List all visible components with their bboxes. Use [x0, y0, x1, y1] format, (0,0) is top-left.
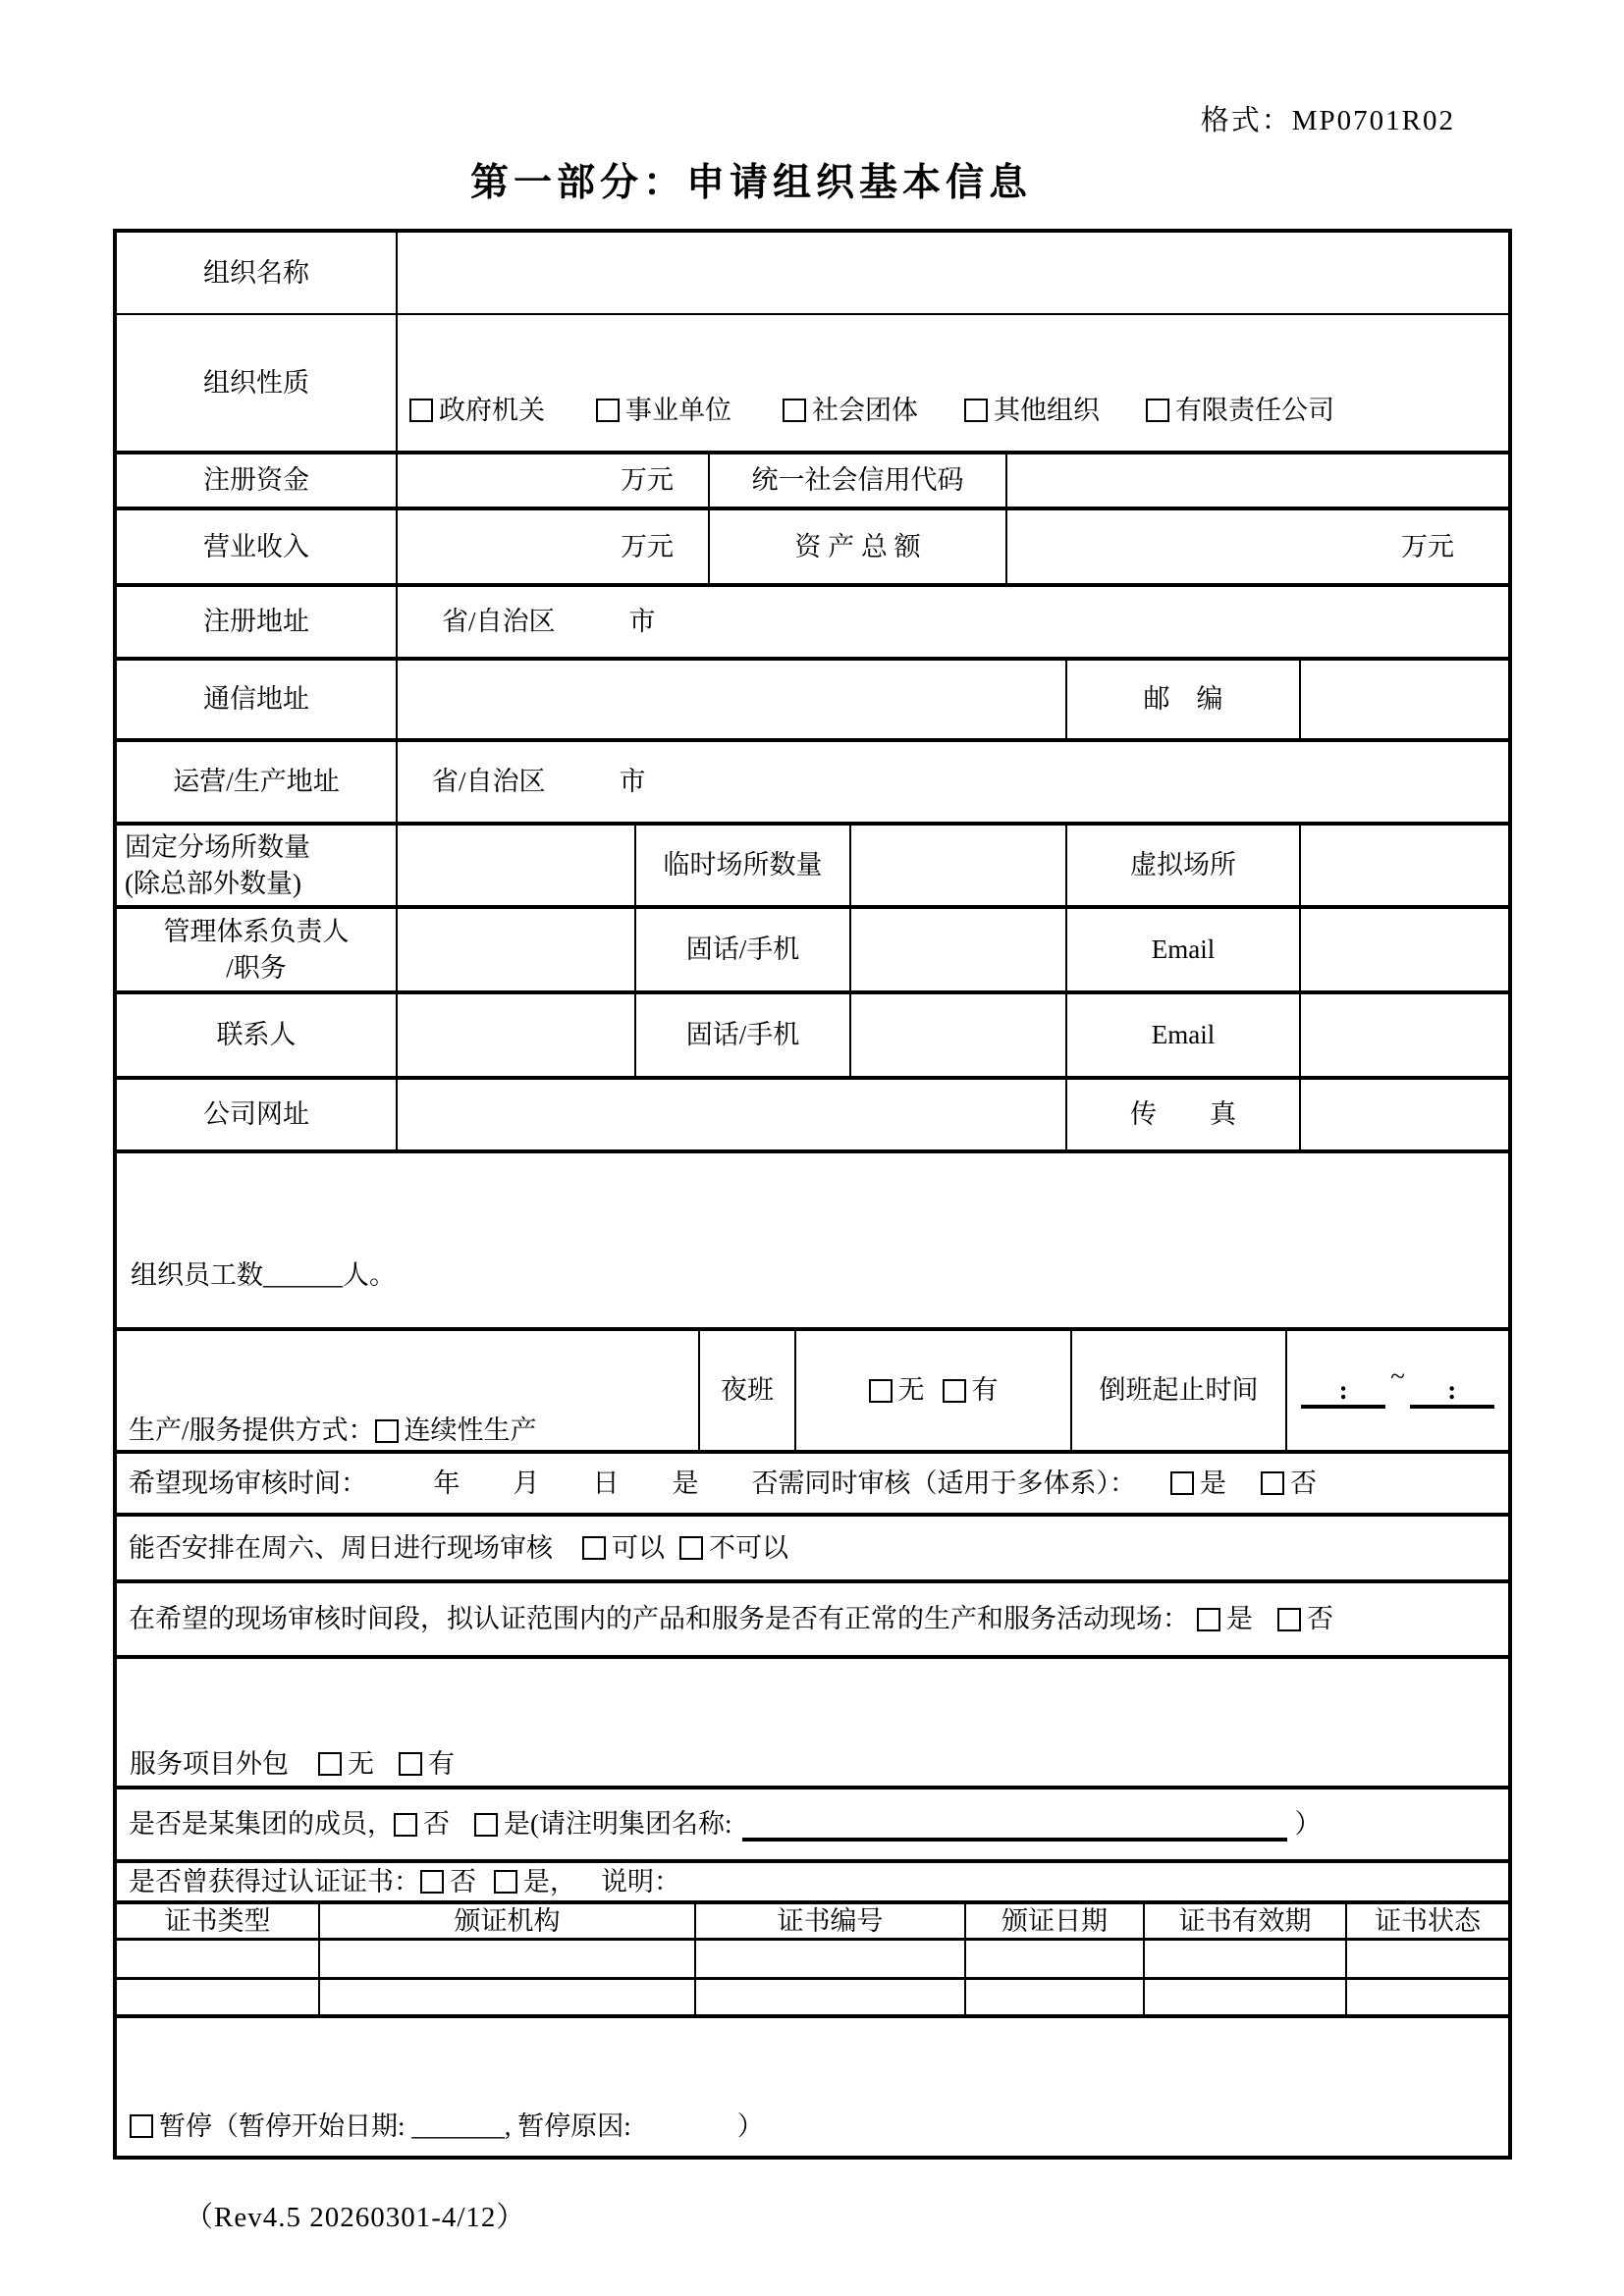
- activity-cell: 在希望的现场审核时间段，拟认证范围内的产品和服务是否有正常的生产和服务活动现场： 是 否: [117, 1583, 1508, 1655]
- outsourcing-yes[interactable]: 有: [399, 1746, 455, 1782]
- weekend-audit-cell: 能否安排在周六、周日进行现场审核 可以 不可以: [117, 1517, 1508, 1579]
- org-name-row: [117, 233, 1508, 313]
- nature-option[interactable]: 社会团体: [783, 393, 964, 428]
- checkbox-icon[interactable]: [420, 1870, 444, 1894]
- prev-cert-cell: 是否曾获得过认证证书： 否 是， 说明：: [117, 1863, 1508, 1900]
- revenue-row: [117, 507, 1508, 583]
- contact-row: [117, 990, 1508, 1076]
- group-member-row: [117, 1786, 1508, 1859]
- shift-time-input[interactable]: [1285, 1331, 1508, 1450]
- temp-sites-input[interactable]: [849, 826, 1065, 905]
- checkbox-icon[interactable]: [1197, 1608, 1220, 1631]
- night-shift-no[interactable]: 无: [869, 1372, 925, 1408]
- page-title: 第一部分：申请组织基本信息: [469, 162, 1032, 204]
- contact-phone-input[interactable]: [849, 994, 1065, 1076]
- multi-audit-no[interactable]: 否: [1261, 1466, 1317, 1501]
- checkbox-icon[interactable]: [1146, 399, 1169, 422]
- prev-cert-row: [117, 1859, 1508, 1900]
- checkbox-icon[interactable]: [409, 399, 433, 422]
- activity-yes[interactable]: 是: [1197, 1601, 1253, 1636]
- production-option[interactable]: 连续性生产: [375, 1412, 537, 1450]
- checkbox-icon[interactable]: [943, 1379, 966, 1403]
- checkbox-icon[interactable]: [582, 1536, 606, 1560]
- postcode-input[interactable]: [1299, 661, 1508, 738]
- mail-address-label: 通信地址: [203, 684, 309, 715]
- org-name-label: 组织名称: [203, 257, 309, 288]
- multi-audit-yes[interactable]: 是: [1170, 1466, 1226, 1501]
- checkbox-icon[interactable]: [679, 1536, 703, 1560]
- reg-capital-label: 注册资金: [203, 465, 309, 496]
- org-nature-label: 组织性质: [203, 367, 309, 398]
- nature-option[interactable]: 政府机关: [409, 393, 596, 428]
- reg-address-row: [117, 583, 1508, 657]
- cert-table-row: [117, 1977, 1508, 2014]
- checkbox-icon[interactable]: [1170, 1471, 1194, 1495]
- org-name-input[interactable]: [396, 233, 1508, 313]
- cert-cell[interactable]: [117, 1980, 318, 2014]
- status-suspend[interactable]: 暂停: [130, 2109, 212, 2144]
- night-shift-yes[interactable]: 有: [943, 1372, 999, 1408]
- night-shift-options: [794, 1331, 1070, 1450]
- group-member-cell: 是否是某集团的成员， 否 是(请注明集团名称: ）: [117, 1789, 1508, 1859]
- shift-time-end[interactable]: :: [1410, 1373, 1494, 1409]
- prev-cert-yes[interactable]: 是，: [494, 1864, 576, 1899]
- contact-email-label: Email: [1065, 994, 1299, 1076]
- virtual-sites-label: 虚拟场所: [1065, 826, 1299, 905]
- cert-table-row: [117, 1938, 1508, 1977]
- reg-capital-input[interactable]: 万元: [396, 454, 708, 507]
- cert-cell[interactable]: [1143, 1941, 1345, 1977]
- checkbox-icon[interactable]: [494, 1870, 517, 1894]
- ms-leader-email-input[interactable]: [1299, 909, 1508, 990]
- production-mode-cell: 生产/服务提供方式： 连续性生产: [117, 1331, 698, 1450]
- ms-leader-label: 管理体系负责人 /职务: [163, 917, 350, 983]
- ms-leader-email-label: Email: [1065, 909, 1299, 990]
- checkbox-icon[interactable]: [783, 399, 806, 422]
- cert-cell[interactable]: [318, 1941, 694, 1977]
- postcode-label: 邮 编: [1065, 661, 1299, 738]
- outsourcing-row: [117, 1655, 1508, 1786]
- ms-leader-row: [117, 905, 1508, 990]
- tilde-separator: ~: [1390, 1362, 1405, 1392]
- checkbox-icon[interactable]: [399, 1752, 422, 1776]
- assets-label: 资 产 总 额: [708, 510, 1005, 583]
- activity-no[interactable]: 否: [1277, 1601, 1333, 1636]
- cert-cell[interactable]: [964, 1980, 1143, 2014]
- status-cell: 暂停 （暂停开始日期: _______, 暂停原因: ）: [117, 2018, 1508, 2156]
- weekend-ok[interactable]: 可以: [582, 1530, 665, 1566]
- assets-input[interactable]: 万元: [1005, 510, 1508, 583]
- contact-input[interactable]: [396, 994, 634, 1076]
- ms-leader-input[interactable]: [396, 909, 634, 990]
- branches-input[interactable]: [396, 826, 634, 905]
- group-no[interactable]: 否: [394, 1806, 450, 1842]
- group-yes[interactable]: 是(请注明集团名称:: [474, 1806, 732, 1842]
- weekend-not-ok[interactable]: 不可以: [679, 1530, 788, 1566]
- credit-code-input[interactable]: [1005, 454, 1508, 507]
- cert-header-type: 证书类型: [164, 1905, 271, 1936]
- prev-cert-no[interactable]: 否: [420, 1864, 476, 1899]
- fax-input[interactable]: [1299, 1080, 1508, 1149]
- org-nature-row: [117, 313, 1508, 451]
- staff-count-text[interactable]: 组织员工数______人。: [131, 1260, 396, 1290]
- checkbox-icon[interactable]: [375, 1419, 399, 1443]
- reg-address-label: 注册地址: [203, 607, 309, 637]
- staff-count-row: [117, 1149, 1508, 1327]
- activity-row: [117, 1579, 1508, 1655]
- cert-header-validity: 证书有效期: [1143, 1904, 1345, 1938]
- night-shift-label: 夜班: [698, 1331, 794, 1450]
- audit-time-row: [117, 1450, 1508, 1513]
- cert-header-issuer: 颁证机构: [318, 1904, 694, 1938]
- revenue-label: 营业收入: [203, 531, 309, 561]
- checkbox-icon[interactable]: [474, 1813, 498, 1837]
- nature-option[interactable]: 有限责任公司: [1146, 393, 1334, 428]
- cert-cell[interactable]: [1345, 1980, 1508, 2014]
- outsourcing-no[interactable]: 无: [318, 1746, 374, 1782]
- nature-option[interactable]: 事业单位: [596, 393, 783, 428]
- mail-address-input[interactable]: [396, 661, 1065, 738]
- cert-cell[interactable]: [964, 1941, 1143, 1977]
- shift-time-start[interactable]: :: [1301, 1373, 1385, 1409]
- cert-cell[interactable]: [117, 1941, 318, 1977]
- reg-capital-row: [117, 451, 1508, 507]
- reg-address-input[interactable]: 省/自治区 市: [396, 587, 1508, 657]
- application-form-table: [113, 229, 1512, 2160]
- cert-header-number: 证书编号: [694, 1904, 964, 1938]
- cert-cell[interactable]: [1143, 1980, 1345, 2014]
- prev-cert-note-label: 说明：: [601, 1866, 680, 1896]
- status-row: [117, 2014, 1508, 2156]
- outsourcing-cell: 服务项目外包 无 有: [117, 1659, 1508, 1786]
- checkbox-icon[interactable]: [130, 2114, 153, 2138]
- op-address-label: 运营/生产地址: [173, 767, 340, 797]
- cert-table-header: [117, 1900, 1508, 1938]
- audit-time-cell: 希望现场审核时间： 年 月 日 是 否需同时审核（适用于多体系）： 是 否: [117, 1454, 1508, 1513]
- branches-label: 固定分场所数量 (除总部外数量): [125, 832, 310, 898]
- checkbox-icon[interactable]: [596, 399, 620, 422]
- footer-revision: （Rev4.5 20260301-4/12）: [185, 2202, 526, 2233]
- checkbox-icon[interactable]: [869, 1379, 893, 1403]
- production-mode-row: [117, 1327, 1508, 1450]
- virtual-sites-input[interactable]: [1299, 826, 1508, 905]
- website-input[interactable]: [396, 1080, 1065, 1149]
- cert-cell[interactable]: [1345, 1941, 1508, 1977]
- shift-time-label: 倒班起止时间: [1070, 1331, 1285, 1450]
- checkbox-icon[interactable]: [318, 1752, 342, 1776]
- contact-email-input[interactable]: [1299, 994, 1508, 1076]
- checkbox-icon[interactable]: [394, 1813, 417, 1837]
- cert-cell[interactable]: [318, 1980, 694, 2014]
- org-nature-options: [396, 315, 1508, 451]
- nature-option[interactable]: 其他组织: [964, 393, 1146, 428]
- branches-row: [117, 822, 1508, 905]
- cert-cell[interactable]: [694, 1980, 964, 2014]
- ms-leader-phone-input[interactable]: [849, 909, 1065, 990]
- cert-cell[interactable]: [694, 1941, 964, 1977]
- credit-code-label: 统一社会信用代码: [708, 454, 1005, 507]
- mail-address-row: [117, 657, 1508, 738]
- ms-leader-phone-label: 固话/手机: [634, 909, 849, 990]
- contact-phone-label: 固话/手机: [634, 994, 849, 1076]
- group-name-input[interactable]: [742, 1808, 1287, 1842]
- cert-header-date: 颁证日期: [964, 1904, 1143, 1938]
- website-row: [117, 1076, 1508, 1149]
- website-label: 公司网址: [203, 1099, 309, 1130]
- op-address-input[interactable]: 省/自治区 市: [396, 742, 1508, 822]
- format-label: 格式：MP0701R02: [1200, 105, 1455, 136]
- fax-label: 传 真: [1065, 1080, 1299, 1149]
- op-address-row: [117, 738, 1508, 822]
- checkbox-icon[interactable]: [1277, 1608, 1301, 1631]
- cert-header-status: 证书状态: [1345, 1904, 1508, 1938]
- contact-label: 联系人: [216, 1020, 297, 1050]
- checkbox-icon[interactable]: [964, 399, 988, 422]
- checkbox-icon[interactable]: [1261, 1471, 1284, 1495]
- temp-sites-label: 临时场所数量: [634, 826, 849, 905]
- revenue-input[interactable]: 万元: [396, 510, 708, 583]
- weekend-audit-row: [117, 1513, 1508, 1579]
